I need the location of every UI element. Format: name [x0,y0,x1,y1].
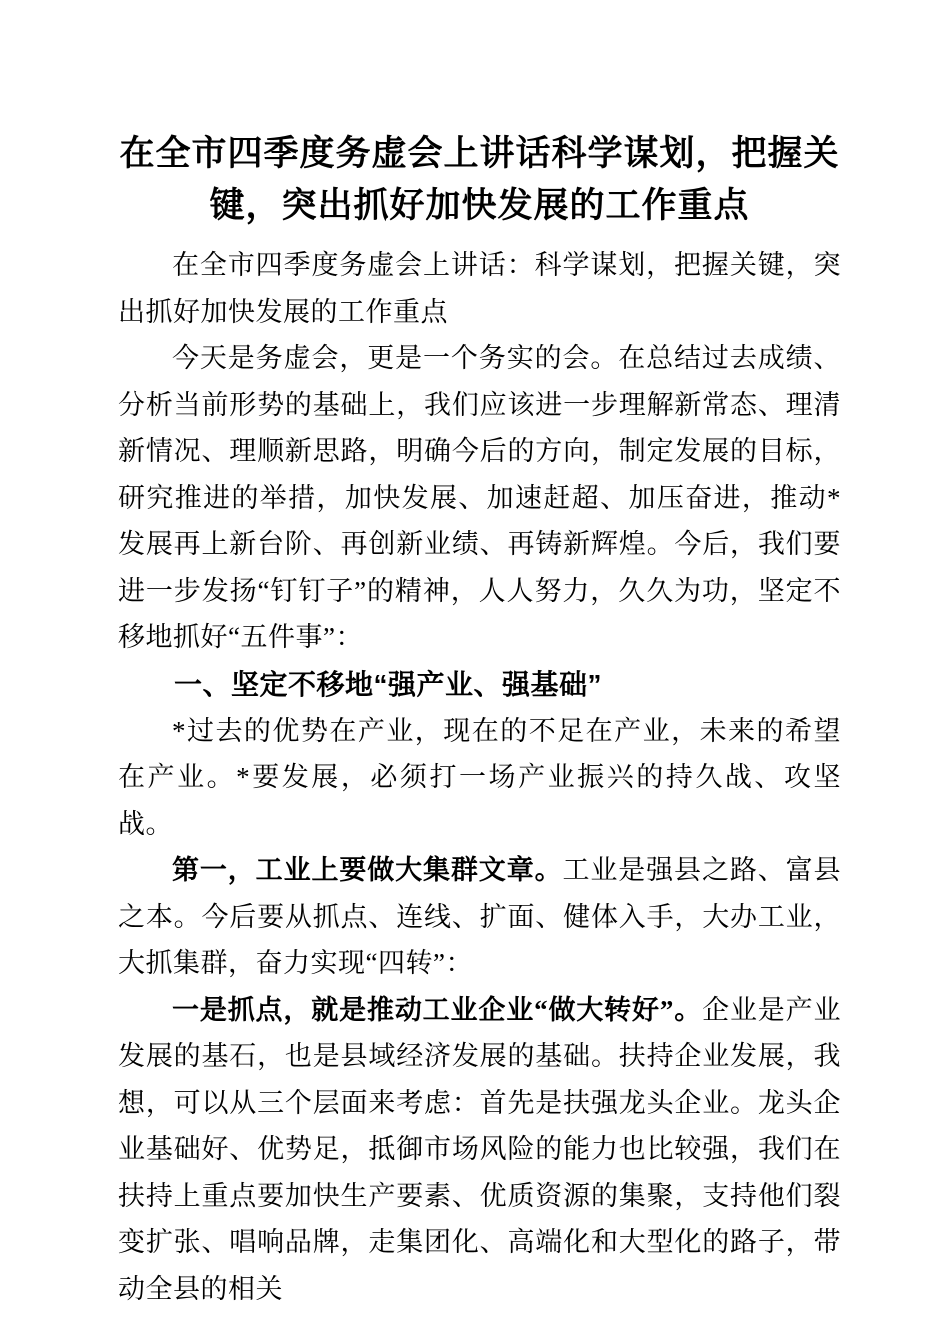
point-1-body: 工业是强县之路、富县之本。今后要从抓点、连线、扩面、健体入手，大办工业，大抓集群，奋力实现“四转”： [118,855,842,978]
paragraph-section-1-overview: *过去的优势在产业，现在的不足在产业，未来的希望在产业。*要发展，必须打一场产业振兴的持久战、攻坚战。 [118,715,841,839]
section-1-heading: 一、坚定不移地“强产业、强基础” [174,668,603,700]
paragraph-subtitle: 在全市四季度务虚会上讲话：科学谋划，把握关键，突出抓好加快发展的工作重点 [118,250,841,327]
paragraph-point-1 [118,847,841,987]
point-1-lead: 第一，工业上要做大集群文章。 [172,855,563,885]
subpoint-1-body: 企业是产业发展的基石，也是县域经济发展的基础。扶持企业发展，我想，可以从三个层面来考虑：首先是扶强龙头企业。龙头企业基础好、优势足，抵御市场风险的能力也比较强，我们在扶持上重点要加快生产要素、优质资源的集聚，支持他们裂变扩张、唱响品牌，走集团化、高端化和大型化的路子，带动全县的相关 [118,994,842,1304]
paragraph-intro: 今天是务虚会，更是一个务实的会。在总结过去成绩、分析当前形势的基础上，我们应该进一步理解新常态、理清新情况、理顺新思路，明确今后的方向，制定发展的目标，研究推进的举措，加快发展、加速赶超、加压奋进，推动*发展再上新台阶、再创新业绩、再铸新辉煌。今后，我们要进一步发扬“钉钉子”的精神，人人努力，久久为功，坚定不移地抓好“五件事”： [118,343,841,652]
subpoint-1-lead: 一是抓点，就是推动工业企业“做大转好”。 [172,994,703,1025]
paragraph-subpoint-1 [118,987,841,1313]
document-title: 在全市四季度务虚会上讲话科学谋划，把握关键，突出抓好加快发展的工作重点 [119,134,840,225]
